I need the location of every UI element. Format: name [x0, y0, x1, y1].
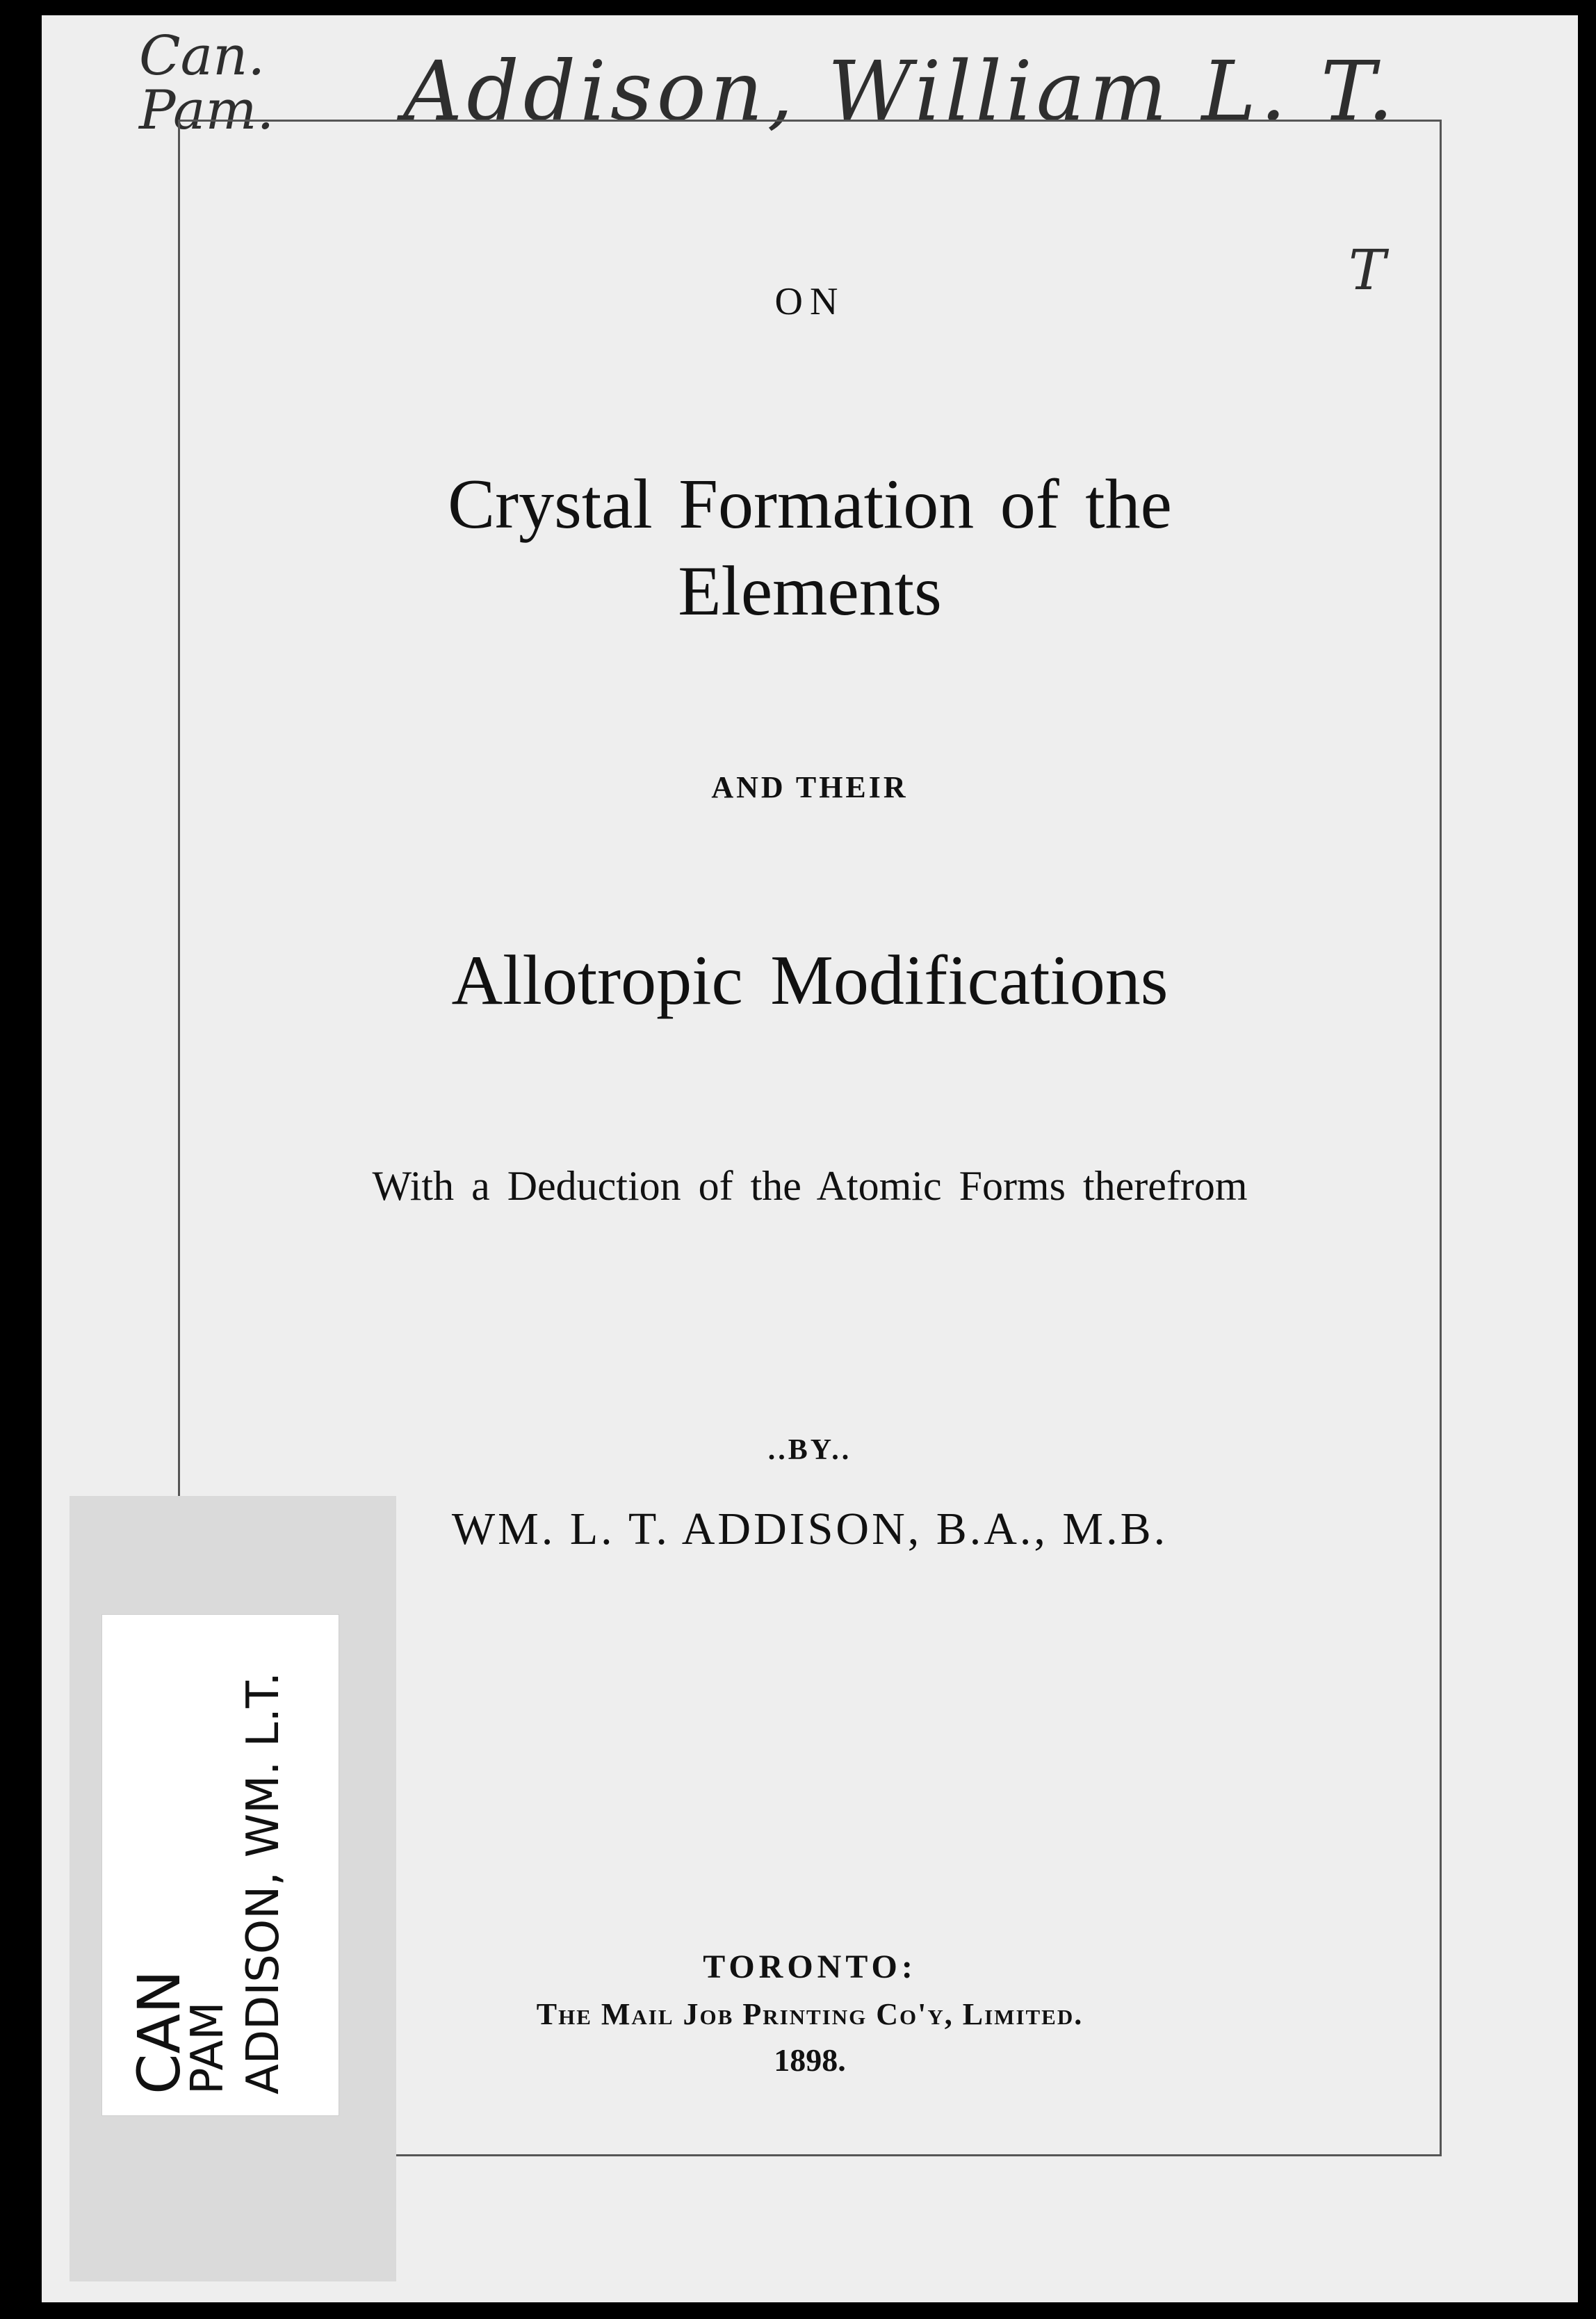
handwritten-corner-mark: T [1349, 238, 1386, 302]
imprint-year: 1898. [774, 2042, 846, 2078]
library-call-label [101, 1614, 339, 2116]
title-on: ON [774, 280, 845, 323]
by-line: ..BY.. [767, 1434, 852, 1466]
handwritten-can: Can. [139, 25, 266, 88]
pamphlet-cover [42, 15, 1578, 2302]
subtitle: Allotropic Modifications [451, 941, 1168, 1020]
tagline: With a Deduction of the Atomic Forms therefrom [372, 1163, 1248, 1209]
author-name: WM. L. T. ADDISON, B.A., M.B. [451, 1504, 1168, 1554]
title-line-2: Elements [678, 552, 942, 630]
and-their: AND THEIR [711, 770, 909, 804]
handwritten-pam: Pam. [139, 79, 275, 142]
handwritten-author-name: Addison, William L. T. [403, 43, 1398, 139]
label-line-can: CAN [125, 1970, 193, 2094]
imprint-city: TORONTO: [703, 1948, 917, 1985]
label-line-author: ADDISON, WM. L.T. [238, 1672, 289, 2094]
label-line-pam: PAM [182, 2001, 234, 2094]
imprint-printer: The Mail Job Printing Co'y, Limited. [536, 1997, 1084, 2031]
title-line-1: Crystal Formation of the [448, 465, 1172, 544]
